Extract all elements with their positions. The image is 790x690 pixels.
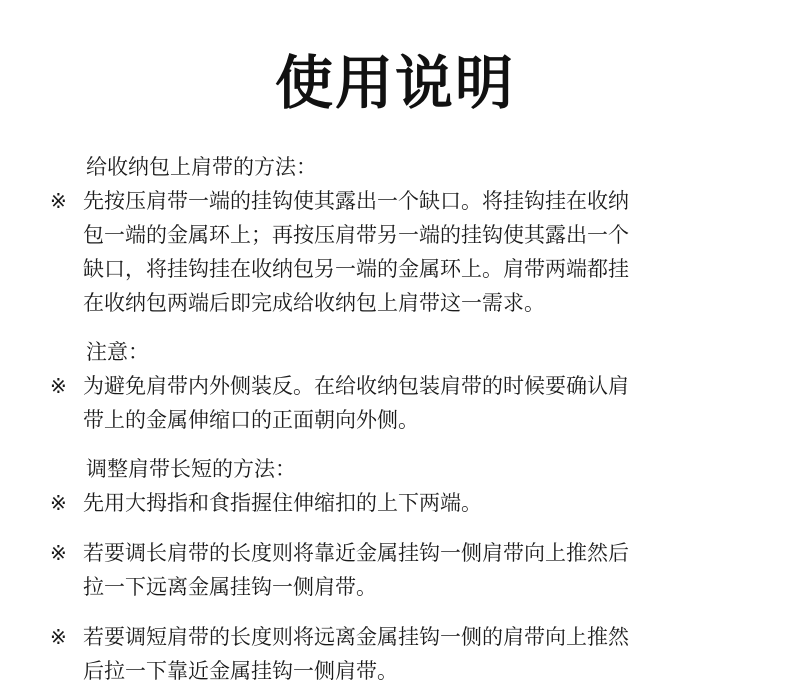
section-adjust-length (0, 452, 790, 688)
instruction-text (83, 536, 723, 604)
reference-mark-icon: ※ (50, 491, 67, 515)
text-line: 拉一下远离金属挂钩一侧肩带。 (83, 575, 377, 599)
text-line: 若要调短肩带的长度则将远离金属挂钩一侧的肩带向上推然 (83, 625, 629, 649)
section-heading: 调整肩带长短的方法： (86, 457, 296, 481)
instructions-body (0, 150, 790, 688)
text-line: 若要调长肩带的长度则将靠近金属挂钩一侧肩带向上推然后 (83, 541, 629, 565)
reference-mark-icon: ※ (50, 189, 67, 213)
instruction-item (0, 536, 790, 604)
reference-mark-icon: ※ (50, 541, 67, 565)
text-line: 后拉一下靠近金属挂钩一侧肩带。 (83, 659, 398, 683)
section-heading: 注意： (86, 340, 149, 364)
section-notice (0, 335, 790, 437)
text-line: 包一端的金属环上；再按压肩带另一端的挂钩使其露出一个 (83, 223, 629, 247)
instruction-text (83, 620, 723, 688)
section-attach-strap (0, 150, 790, 320)
text-line: 为避免肩带内外侧装反。在给收纳包装肩带的时候要确认肩 (83, 374, 629, 398)
text-line: 在收纳包两端后即完成给收纳包上肩带这一需求。 (83, 291, 545, 315)
instruction-item (0, 184, 790, 320)
page-title: 使用说明 (274, 49, 515, 117)
section-heading: 给收纳包上肩带的方法： (86, 155, 317, 179)
instruction-text (83, 486, 723, 520)
text-line: 先用大拇指和食指握住伸缩扣的上下两端。 (83, 491, 482, 515)
reference-mark-icon: ※ (50, 374, 67, 398)
instruction-text (83, 184, 723, 320)
reference-mark-icon: ※ (50, 625, 67, 649)
instruction-item (0, 369, 790, 437)
text-line: 缺口，将挂钩挂在收纳包另一端的金属环上。肩带两端都挂 (83, 257, 629, 281)
text-line: 带上的金属伸缩口的正面朝向外侧。 (83, 408, 419, 432)
text-line: 先按压肩带一端的挂钩使其露出一个缺口。将挂钩挂在收纳 (83, 189, 629, 213)
instruction-text (83, 369, 723, 437)
instruction-item (0, 620, 790, 688)
instruction-item (0, 486, 790, 520)
